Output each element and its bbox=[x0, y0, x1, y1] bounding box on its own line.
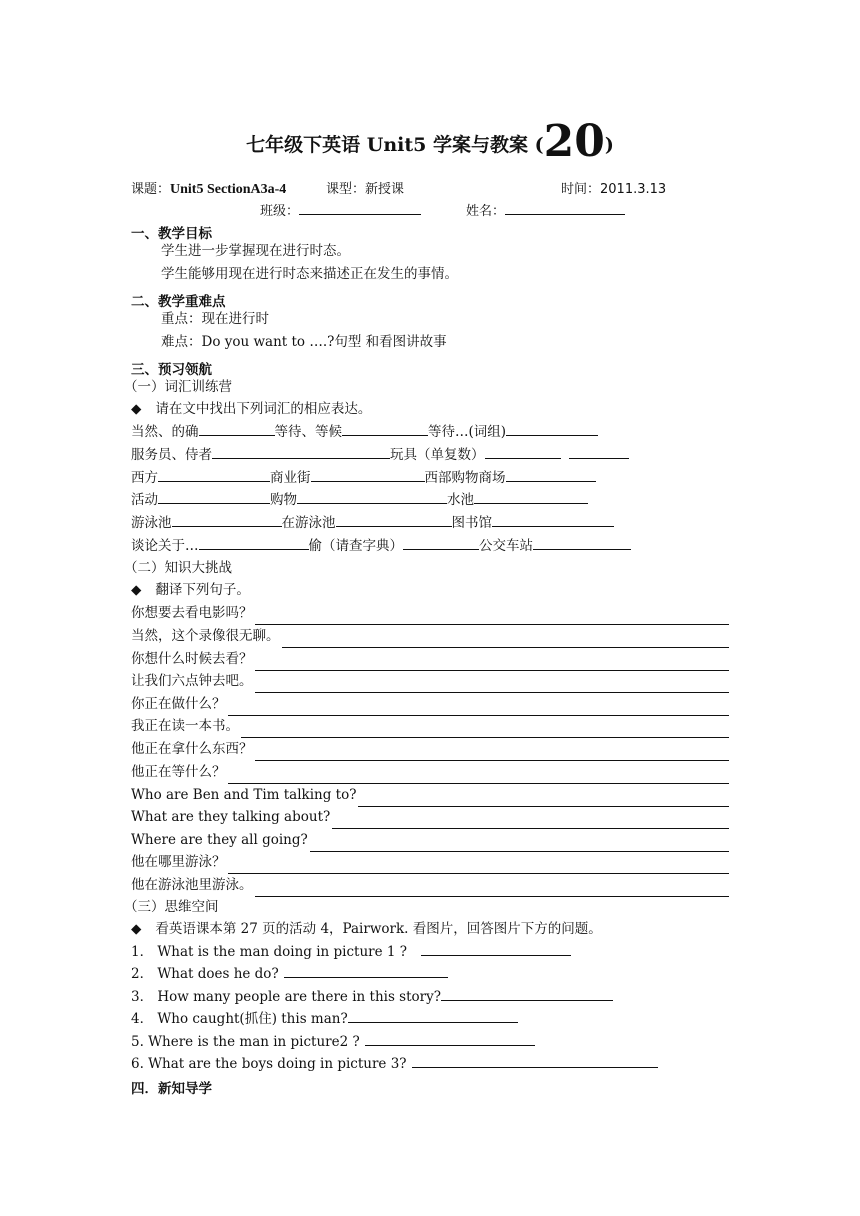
page-title bbox=[0, 116, 860, 167]
answer-blank[interactable] bbox=[228, 701, 730, 716]
vocab-row: 谈论关于… 偷（请查字典） 公交车站 bbox=[131, 535, 631, 558]
instruction-picture: ◆ 看英语课本第 27 页的活动 4，Pairwork. 看图片，回答图片下方的问题。 bbox=[131, 918, 602, 941]
answer-blank[interactable] bbox=[492, 512, 614, 527]
keypoint-item: 难点：Do you want to ….?句型 和看图讲故事 bbox=[161, 334, 447, 350]
topic-label: 课题： bbox=[131, 182, 171, 197]
class-blank[interactable] bbox=[299, 200, 421, 215]
answer-blank[interactable] bbox=[474, 489, 588, 504]
answer-blank[interactable] bbox=[255, 746, 730, 761]
translation-row: 他正在拿什么东西？ bbox=[131, 738, 729, 761]
question-row: 2． What does he do? bbox=[131, 963, 448, 986]
vocab-row: 活动 购物 水池 bbox=[131, 489, 588, 512]
answer-blank[interactable] bbox=[441, 986, 613, 1001]
vocab-row: 当然、的确 等待、等候 等待…(词组) bbox=[131, 421, 598, 444]
section-heading-4: 四．新知导学 bbox=[131, 1081, 212, 1097]
answer-blank[interactable] bbox=[485, 444, 561, 459]
answer-blank[interactable] bbox=[199, 535, 309, 550]
answer-blank[interactable] bbox=[336, 512, 452, 527]
section-heading-2: 二、教学重难点 bbox=[131, 294, 226, 310]
subsection-translate: （二）知识大挑战 bbox=[124, 560, 232, 576]
answer-blank[interactable] bbox=[228, 859, 730, 874]
objective-item: 学生能够用现在进行时态来描述正在发生的事情。 bbox=[161, 266, 458, 282]
answer-blank[interactable] bbox=[172, 512, 282, 527]
answer-blank[interactable] bbox=[310, 837, 729, 852]
subsection-thinking: （三）思维空间 bbox=[124, 899, 219, 915]
objective-item: 学生进一步掌握现在进行时态。 bbox=[161, 243, 350, 259]
title-text: 七年级下英语 Unit5 学案与教案 ( bbox=[246, 134, 544, 156]
question-row: 1． What is the man doing in picture 1 ? bbox=[131, 941, 571, 964]
answer-blank[interactable] bbox=[342, 421, 428, 436]
section-heading-3: 三、预习领航 bbox=[131, 362, 212, 378]
answer-blank[interactable] bbox=[358, 792, 729, 807]
lesson-date: 时间：2011.3.13 bbox=[561, 182, 667, 197]
answer-blank[interactable] bbox=[506, 467, 596, 482]
answer-blank[interactable] bbox=[297, 489, 447, 504]
class-field bbox=[260, 200, 421, 219]
answer-blank[interactable] bbox=[412, 1053, 658, 1068]
topic-value: Unit5 SectionA3a-4 bbox=[170, 182, 287, 197]
answer-blank[interactable] bbox=[365, 1031, 535, 1046]
answer-blank[interactable] bbox=[348, 1008, 518, 1023]
answer-blank[interactable] bbox=[255, 656, 730, 671]
translation-row: 他在哪里游泳？ bbox=[131, 851, 729, 874]
answer-blank[interactable] bbox=[158, 467, 270, 482]
vocab-row: 服务员、侍者 玩具（单复数） bbox=[131, 444, 629, 467]
section-heading-1: 一、教学目标 bbox=[131, 226, 212, 242]
translation-row: 你正在做什么？ bbox=[131, 693, 729, 716]
diamond-bullet-icon: ◆ bbox=[131, 401, 142, 417]
question-row: 4． Who caught(抓住) this man? bbox=[131, 1008, 518, 1031]
vocab-row: 西方 商业街 西部购物商场 bbox=[131, 467, 596, 490]
translation-row: 当然，这个录像很无聊。 bbox=[131, 625, 729, 648]
answer-blank[interactable] bbox=[403, 535, 479, 550]
instruction-vocab: ◆ 请在文中找出下列词汇的相应表达。 bbox=[131, 398, 371, 421]
name-label: 姓名： bbox=[466, 204, 506, 219]
answer-blank[interactable] bbox=[228, 769, 730, 784]
answer-blank[interactable] bbox=[241, 723, 729, 738]
topic-line bbox=[131, 178, 286, 198]
subsection-vocab: （一）词汇训练营 bbox=[124, 379, 232, 395]
answer-blank[interactable] bbox=[311, 467, 425, 482]
diamond-bullet-icon: ◆ bbox=[131, 582, 142, 598]
translation-row: Who are Ben and Tim talking to? bbox=[131, 784, 729, 807]
translation-row: 我正在读一本书。 bbox=[131, 715, 729, 738]
class-label: 班级： bbox=[260, 204, 300, 219]
question-row: 3． How many people are there in this story? bbox=[131, 986, 613, 1009]
answer-blank[interactable] bbox=[255, 882, 730, 897]
instruction-translate: ◆ 翻译下列句子。 bbox=[131, 579, 250, 602]
name-blank[interactable] bbox=[505, 200, 625, 215]
answer-blank[interactable] bbox=[284, 963, 448, 978]
name-field bbox=[466, 200, 625, 219]
answer-blank[interactable] bbox=[199, 421, 275, 436]
answer-blank[interactable] bbox=[569, 444, 629, 459]
answer-blank[interactable] bbox=[158, 489, 270, 504]
answer-blank[interactable] bbox=[255, 678, 730, 693]
translation-row: 你想要去看电影吗？ bbox=[131, 602, 729, 625]
answer-blank[interactable] bbox=[255, 610, 730, 625]
title-close: ) bbox=[604, 134, 614, 156]
answer-blank[interactable] bbox=[506, 421, 598, 436]
translation-row: 你想什么时候去看？ bbox=[131, 648, 729, 671]
lesson-type: 课型：新授课 bbox=[326, 182, 405, 197]
translation-row: 他正在等什么？ bbox=[131, 761, 729, 784]
question-row: 6. What are the boys doing in picture 3? bbox=[131, 1053, 658, 1076]
diamond-bullet-icon: ◆ bbox=[131, 921, 142, 937]
question-row: 5. Where is the man in picture2 ? bbox=[131, 1031, 535, 1054]
vocab-row: 游泳池 在游泳池 图书馆 bbox=[131, 512, 614, 535]
translation-row: What are they talking about? bbox=[131, 806, 729, 829]
translation-row: 他在游泳池里游泳。 bbox=[131, 874, 729, 897]
answer-blank[interactable] bbox=[212, 444, 390, 459]
keypoint-item: 重点：现在进行时 bbox=[161, 311, 269, 327]
answer-blank[interactable] bbox=[533, 535, 631, 550]
answer-blank[interactable] bbox=[282, 633, 730, 648]
answer-blank[interactable] bbox=[421, 941, 571, 956]
answer-blank[interactable] bbox=[332, 814, 729, 829]
translation-row: Where are they all going? bbox=[131, 829, 729, 852]
translation-row: 让我们六点钟去吧。 bbox=[131, 670, 729, 693]
title-number: 20 bbox=[543, 116, 605, 167]
